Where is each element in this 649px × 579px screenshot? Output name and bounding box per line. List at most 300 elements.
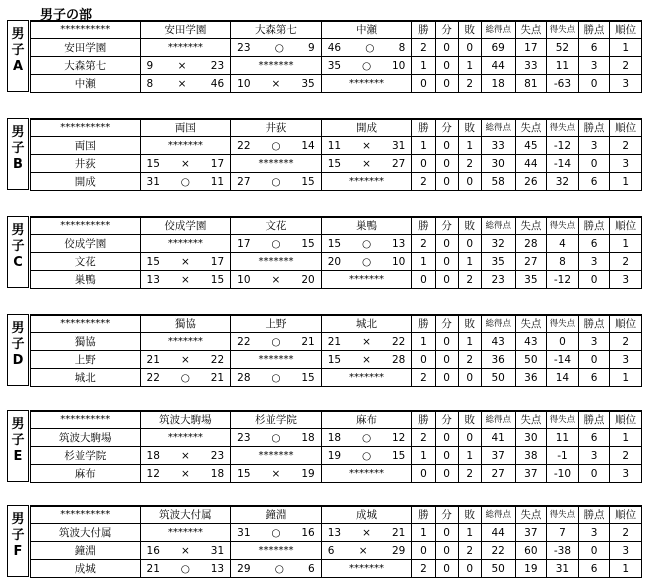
group-label-char: 男 bbox=[11, 417, 25, 432]
corner-cell: ********** bbox=[31, 315, 141, 333]
score-against: 23 bbox=[210, 449, 225, 462]
table-row bbox=[31, 235, 642, 253]
match-result bbox=[231, 369, 322, 387]
match-result bbox=[231, 271, 322, 289]
stat-header-rank: 順位 bbox=[610, 411, 642, 429]
stat-value: 3 bbox=[610, 542, 642, 560]
stat-value: 1 bbox=[412, 524, 435, 542]
self-match-cell: ******* bbox=[321, 271, 412, 289]
stat-value: 0 bbox=[547, 333, 579, 351]
header-row bbox=[31, 21, 642, 39]
stat-header-draw: 分 bbox=[435, 119, 458, 137]
match-result bbox=[321, 253, 412, 271]
score-against: 46 bbox=[210, 77, 225, 90]
stat-value: 2 bbox=[610, 524, 642, 542]
stat-value: 1 bbox=[412, 57, 435, 75]
score-against: 17 bbox=[210, 255, 225, 268]
stat-value: 0 bbox=[458, 39, 481, 57]
group-label-char: 子 bbox=[11, 337, 25, 352]
match-result bbox=[321, 524, 412, 542]
result-mark: × bbox=[271, 77, 281, 90]
self-match-cell: ******* bbox=[321, 465, 412, 483]
team-name: 獨協 bbox=[31, 333, 141, 351]
stat-value: 2 bbox=[458, 155, 481, 173]
score-against: 13 bbox=[210, 562, 225, 575]
stat-value: 37 bbox=[515, 465, 547, 483]
self-match-cell: ******* bbox=[140, 39, 231, 57]
score-for: 15 bbox=[327, 157, 342, 170]
match-result bbox=[321, 333, 412, 351]
team-name: 佼成学園 bbox=[31, 235, 141, 253]
result-mark: × bbox=[177, 59, 187, 72]
stat-value: 0 bbox=[412, 542, 435, 560]
stat-header-rank: 順位 bbox=[610, 315, 642, 333]
score-for: 10 bbox=[237, 273, 251, 286]
group-table bbox=[7, 410, 642, 482]
team-name: 筑波大付属 bbox=[31, 524, 141, 542]
stat-value: -14 bbox=[547, 155, 579, 173]
stat-value: 0 bbox=[435, 542, 458, 560]
stat-header-draw: 分 bbox=[435, 315, 458, 333]
stat-value: 30 bbox=[481, 155, 515, 173]
stat-value: 2 bbox=[458, 542, 481, 560]
stat-value: 69 bbox=[481, 39, 515, 57]
stat-value: 0 bbox=[435, 271, 458, 289]
stat-value: 36 bbox=[481, 351, 515, 369]
score-against: 15 bbox=[210, 273, 225, 286]
result-mark: ○ bbox=[271, 371, 281, 384]
stat-value: 6 bbox=[578, 235, 610, 253]
stat-value: 2 bbox=[610, 447, 642, 465]
score-for: 15 bbox=[146, 157, 160, 170]
result-mark: × bbox=[362, 353, 371, 366]
stat-header-loss: 敗 bbox=[458, 21, 481, 39]
team-name: 文花 bbox=[31, 253, 141, 271]
result-mark: ○ bbox=[361, 237, 372, 250]
score-against: 15 bbox=[301, 371, 315, 384]
table-row bbox=[31, 75, 642, 93]
self-match-cell: ******* bbox=[231, 57, 322, 75]
result-mark: ○ bbox=[271, 335, 281, 348]
match-result bbox=[140, 369, 231, 387]
stat-value: 17 bbox=[515, 39, 547, 57]
table-row bbox=[31, 333, 642, 351]
self-match-cell: ******* bbox=[231, 351, 322, 369]
stat-value: 23 bbox=[481, 271, 515, 289]
score-for: 21 bbox=[146, 562, 160, 575]
stat-value: 0 bbox=[578, 75, 610, 93]
score-for: 22 bbox=[237, 139, 251, 152]
score-for: 12 bbox=[146, 467, 160, 480]
self-match-cell: ******* bbox=[321, 369, 412, 387]
result-mark: × bbox=[180, 255, 190, 268]
result-mark: × bbox=[358, 544, 368, 557]
stat-value: 45 bbox=[515, 137, 547, 155]
self-match-cell: ******* bbox=[321, 560, 412, 578]
stat-value: 2 bbox=[412, 560, 435, 578]
score-against: 10 bbox=[391, 59, 406, 72]
standings-table bbox=[30, 216, 642, 289]
group-label-char: E bbox=[13, 449, 23, 464]
stat-header-win: 勝 bbox=[412, 119, 435, 137]
team-name: 城北 bbox=[31, 369, 141, 387]
stat-value: 44 bbox=[481, 524, 515, 542]
score-against: 21 bbox=[391, 526, 406, 539]
score-for: 15 bbox=[327, 353, 342, 366]
group-label bbox=[7, 118, 29, 190]
match-result bbox=[140, 447, 231, 465]
stat-value: 58 bbox=[481, 173, 515, 191]
stat-value: 2 bbox=[412, 369, 435, 387]
team-name: 井荻 bbox=[31, 155, 141, 173]
stat-header-draw: 分 bbox=[435, 217, 458, 235]
group-label-char: A bbox=[12, 59, 24, 74]
stat-value: -63 bbox=[547, 75, 579, 93]
stat-value: 81 bbox=[515, 75, 547, 93]
stat-value: 3 bbox=[610, 351, 642, 369]
score-for: 21 bbox=[327, 335, 342, 348]
team-header: 開成 bbox=[321, 119, 412, 137]
stat-value: 27 bbox=[515, 253, 547, 271]
score-for: 11 bbox=[327, 139, 342, 152]
stat-value: 7 bbox=[547, 524, 579, 542]
stat-value: 50 bbox=[481, 369, 515, 387]
stat-header-points-for: 総得点 bbox=[481, 21, 515, 39]
stat-value: 0 bbox=[412, 351, 435, 369]
stat-header-points-against: 失点 bbox=[515, 506, 547, 524]
stat-value: 0 bbox=[435, 235, 458, 253]
match-result bbox=[140, 465, 231, 483]
score-against: 29 bbox=[391, 544, 406, 557]
stat-header-loss: 敗 bbox=[458, 506, 481, 524]
score-against: 28 bbox=[391, 353, 406, 366]
score-against: 8 bbox=[398, 41, 406, 54]
table-row bbox=[31, 465, 642, 483]
score-for: 46 bbox=[327, 41, 342, 54]
stat-value: 0 bbox=[458, 560, 481, 578]
result-mark: × bbox=[180, 353, 190, 366]
stat-value: 0 bbox=[458, 173, 481, 191]
group-label-char: 子 bbox=[11, 43, 25, 58]
stat-header-points-for: 総得点 bbox=[481, 411, 515, 429]
stat-value: 4 bbox=[547, 235, 579, 253]
group-table bbox=[7, 216, 642, 288]
match-result bbox=[140, 57, 231, 75]
match-result bbox=[231, 39, 322, 57]
score-against: 21 bbox=[301, 335, 315, 348]
stat-header-diff: 得失点 bbox=[547, 217, 579, 235]
stat-value: 3 bbox=[578, 137, 610, 155]
stat-value: 2 bbox=[610, 137, 642, 155]
result-mark: ○ bbox=[361, 255, 372, 268]
score-against: 15 bbox=[391, 449, 406, 462]
score-for: 13 bbox=[146, 273, 160, 286]
stat-value: 0 bbox=[458, 235, 481, 253]
team-header: 鐘淵 bbox=[231, 506, 322, 524]
stat-value: 0 bbox=[435, 137, 458, 155]
team-header: 両国 bbox=[140, 119, 231, 137]
stat-value: 0 bbox=[435, 351, 458, 369]
result-mark: ○ bbox=[271, 175, 281, 188]
score-for: 21 bbox=[146, 353, 160, 366]
team-name: 成城 bbox=[31, 560, 141, 578]
score-against: 31 bbox=[210, 544, 225, 557]
result-mark: × bbox=[180, 544, 190, 557]
match-result bbox=[321, 155, 412, 173]
stat-value: 2 bbox=[458, 351, 481, 369]
stat-value: 1 bbox=[458, 57, 481, 75]
score-against: 20 bbox=[301, 273, 315, 286]
score-for: 19 bbox=[327, 449, 342, 462]
match-result bbox=[231, 465, 322, 483]
stat-header-points-against: 失点 bbox=[515, 411, 547, 429]
stat-value: 3 bbox=[578, 524, 610, 542]
stat-value: 3 bbox=[578, 253, 610, 271]
stat-value: 0 bbox=[458, 369, 481, 387]
stat-header-points-for: 総得点 bbox=[481, 119, 515, 137]
stat-value: 0 bbox=[435, 155, 458, 173]
group-table bbox=[7, 505, 642, 577]
stat-value: 27 bbox=[481, 465, 515, 483]
stat-value: 33 bbox=[515, 57, 547, 75]
score-for: 22 bbox=[146, 371, 160, 384]
score-for: 35 bbox=[327, 59, 342, 72]
score-against: 6 bbox=[308, 562, 315, 575]
stat-value: 1 bbox=[412, 333, 435, 351]
match-result bbox=[140, 351, 231, 369]
stat-value: 8 bbox=[547, 253, 579, 271]
stat-value: 1 bbox=[412, 253, 435, 271]
standings-table bbox=[30, 505, 642, 578]
group-label-char: C bbox=[13, 255, 23, 270]
stat-header-rank: 順位 bbox=[610, 217, 642, 235]
stat-value: 0 bbox=[578, 542, 610, 560]
header-row bbox=[31, 506, 642, 524]
stat-value: 50 bbox=[515, 351, 547, 369]
stat-value: 32 bbox=[481, 235, 515, 253]
stat-header-loss: 敗 bbox=[458, 411, 481, 429]
score-for: 15 bbox=[237, 467, 251, 480]
stat-value: 0 bbox=[435, 39, 458, 57]
team-header: 中瀬 bbox=[321, 21, 412, 39]
result-mark: × bbox=[362, 139, 371, 152]
match-result bbox=[321, 137, 412, 155]
stat-value: 1 bbox=[458, 447, 481, 465]
self-match-cell: ******* bbox=[140, 524, 231, 542]
result-mark: × bbox=[362, 335, 371, 348]
match-result bbox=[321, 57, 412, 75]
group-label-char: 男 bbox=[11, 321, 25, 336]
stat-value: -14 bbox=[547, 351, 579, 369]
score-for: 22 bbox=[237, 335, 251, 348]
score-for: 13 bbox=[327, 526, 342, 539]
corner-cell: ********** bbox=[31, 506, 141, 524]
group-label-char: D bbox=[12, 353, 24, 368]
result-mark: ○ bbox=[180, 371, 190, 384]
match-result bbox=[231, 173, 322, 191]
result-mark: ○ bbox=[271, 237, 281, 250]
team-header: 安田学園 bbox=[140, 21, 231, 39]
score-for: 31 bbox=[237, 526, 251, 539]
team-header: 文花 bbox=[231, 217, 322, 235]
score-against: 9 bbox=[308, 41, 315, 54]
stat-value: 0 bbox=[412, 155, 435, 173]
match-result bbox=[140, 173, 231, 191]
result-mark: ○ bbox=[180, 175, 190, 188]
stat-header-win: 勝 bbox=[412, 21, 435, 39]
result-mark: ○ bbox=[180, 562, 190, 575]
self-match-cell: ******* bbox=[231, 253, 322, 271]
self-match-cell: ******* bbox=[140, 235, 231, 253]
score-against: 21 bbox=[210, 371, 225, 384]
group-table bbox=[7, 118, 642, 190]
stat-value: 0 bbox=[435, 57, 458, 75]
score-against: 17 bbox=[210, 157, 225, 170]
header-row bbox=[31, 411, 642, 429]
stat-value: 1 bbox=[610, 173, 642, 191]
stat-value: -12 bbox=[547, 137, 579, 155]
stat-header-match-points: 勝点 bbox=[578, 506, 610, 524]
stat-value: 1 bbox=[610, 369, 642, 387]
score-against: 13 bbox=[391, 237, 406, 250]
table-row bbox=[31, 524, 642, 542]
match-result bbox=[321, 542, 412, 560]
stat-value: 2 bbox=[458, 465, 481, 483]
stat-value: 6 bbox=[578, 39, 610, 57]
stat-header-points-for: 総得点 bbox=[481, 506, 515, 524]
stat-value: 37 bbox=[481, 447, 515, 465]
self-match-cell: ******* bbox=[231, 447, 322, 465]
result-mark: ○ bbox=[271, 431, 281, 444]
stat-value: 1 bbox=[458, 333, 481, 351]
table-row bbox=[31, 369, 642, 387]
score-for: 31 bbox=[146, 175, 160, 188]
team-name: 安田学園 bbox=[31, 39, 141, 57]
self-match-cell: ******* bbox=[231, 155, 322, 173]
group-label-char: 子 bbox=[11, 239, 25, 254]
stat-value: 1 bbox=[610, 39, 642, 57]
score-for: 18 bbox=[146, 449, 160, 462]
stat-value: 38 bbox=[515, 447, 547, 465]
stat-value: 30 bbox=[515, 429, 547, 447]
stat-value: 3 bbox=[578, 447, 610, 465]
stat-value: 2 bbox=[412, 173, 435, 191]
stat-value: 0 bbox=[435, 429, 458, 447]
score-for: 17 bbox=[237, 237, 251, 250]
result-mark: × bbox=[362, 526, 371, 539]
team-header: 城北 bbox=[321, 315, 412, 333]
stat-value: 0 bbox=[435, 333, 458, 351]
match-result bbox=[231, 137, 322, 155]
match-result bbox=[321, 447, 412, 465]
team-header: 獨協 bbox=[140, 315, 231, 333]
stat-value: 3 bbox=[578, 57, 610, 75]
table-row bbox=[31, 155, 642, 173]
stat-value: 37 bbox=[515, 524, 547, 542]
stat-value: 0 bbox=[578, 465, 610, 483]
self-match-cell: ******* bbox=[321, 173, 412, 191]
stat-value: 11 bbox=[547, 429, 579, 447]
match-result bbox=[231, 429, 322, 447]
group-table bbox=[7, 20, 642, 92]
stat-header-win: 勝 bbox=[412, 217, 435, 235]
result-mark: ○ bbox=[361, 449, 372, 462]
stat-header-rank: 順位 bbox=[610, 21, 642, 39]
stat-value: 1 bbox=[458, 253, 481, 271]
stat-value: -1 bbox=[547, 447, 579, 465]
score-for: 27 bbox=[237, 175, 251, 188]
self-match-cell: ******* bbox=[321, 75, 412, 93]
table-row bbox=[31, 447, 642, 465]
stat-value: 18 bbox=[481, 75, 515, 93]
team-name: 巣鴨 bbox=[31, 271, 141, 289]
stat-header-rank: 順位 bbox=[610, 119, 642, 137]
team-header: 上野 bbox=[231, 315, 322, 333]
team-name: 中瀬 bbox=[31, 75, 141, 93]
team-name: 筑波大駒場 bbox=[31, 429, 141, 447]
stat-value: 2 bbox=[610, 253, 642, 271]
stat-value: 0 bbox=[435, 560, 458, 578]
result-mark: × bbox=[180, 467, 190, 480]
score-for: 6 bbox=[327, 544, 335, 557]
group-label-char: 男 bbox=[11, 512, 25, 527]
score-against: 18 bbox=[210, 467, 225, 480]
group-label-char: 子 bbox=[11, 528, 25, 543]
score-against: 23 bbox=[210, 59, 225, 72]
score-against: 15 bbox=[301, 175, 315, 188]
stat-value: 1 bbox=[610, 235, 642, 253]
stat-value: 0 bbox=[435, 173, 458, 191]
stat-header-draw: 分 bbox=[435, 506, 458, 524]
result-mark: × bbox=[362, 157, 371, 170]
team-header: 麻布 bbox=[321, 411, 412, 429]
stat-header-diff: 得失点 bbox=[547, 315, 579, 333]
score-against: 31 bbox=[391, 139, 406, 152]
match-result bbox=[321, 235, 412, 253]
standings-table bbox=[30, 410, 642, 483]
stat-value: 1 bbox=[458, 137, 481, 155]
score-for: 23 bbox=[237, 41, 251, 54]
team-name: 麻布 bbox=[31, 465, 141, 483]
result-mark: ○ bbox=[365, 41, 375, 54]
match-result bbox=[140, 542, 231, 560]
group-label bbox=[7, 505, 29, 577]
stat-value: 6 bbox=[578, 560, 610, 578]
stat-value: 52 bbox=[547, 39, 579, 57]
stat-header-diff: 得失点 bbox=[547, 21, 579, 39]
score-for: 8 bbox=[146, 77, 154, 90]
stat-value: 22 bbox=[481, 542, 515, 560]
stat-value: 0 bbox=[412, 75, 435, 93]
stat-value: -38 bbox=[547, 542, 579, 560]
team-header: 成城 bbox=[321, 506, 412, 524]
team-header: 巣鴨 bbox=[321, 217, 412, 235]
result-mark: × bbox=[180, 157, 190, 170]
score-for: 18 bbox=[327, 431, 342, 444]
stat-value: 2 bbox=[412, 235, 435, 253]
match-result bbox=[321, 39, 412, 57]
table-row bbox=[31, 39, 642, 57]
standings-table bbox=[30, 118, 642, 191]
score-for: 9 bbox=[146, 59, 154, 72]
group-label-char: 男 bbox=[11, 27, 25, 42]
stat-value: 0 bbox=[435, 75, 458, 93]
stat-value: 43 bbox=[481, 333, 515, 351]
group-label-char: 男 bbox=[11, 125, 25, 140]
stat-header-win: 勝 bbox=[412, 506, 435, 524]
score-for: 29 bbox=[237, 562, 251, 575]
result-mark: × bbox=[177, 77, 187, 90]
